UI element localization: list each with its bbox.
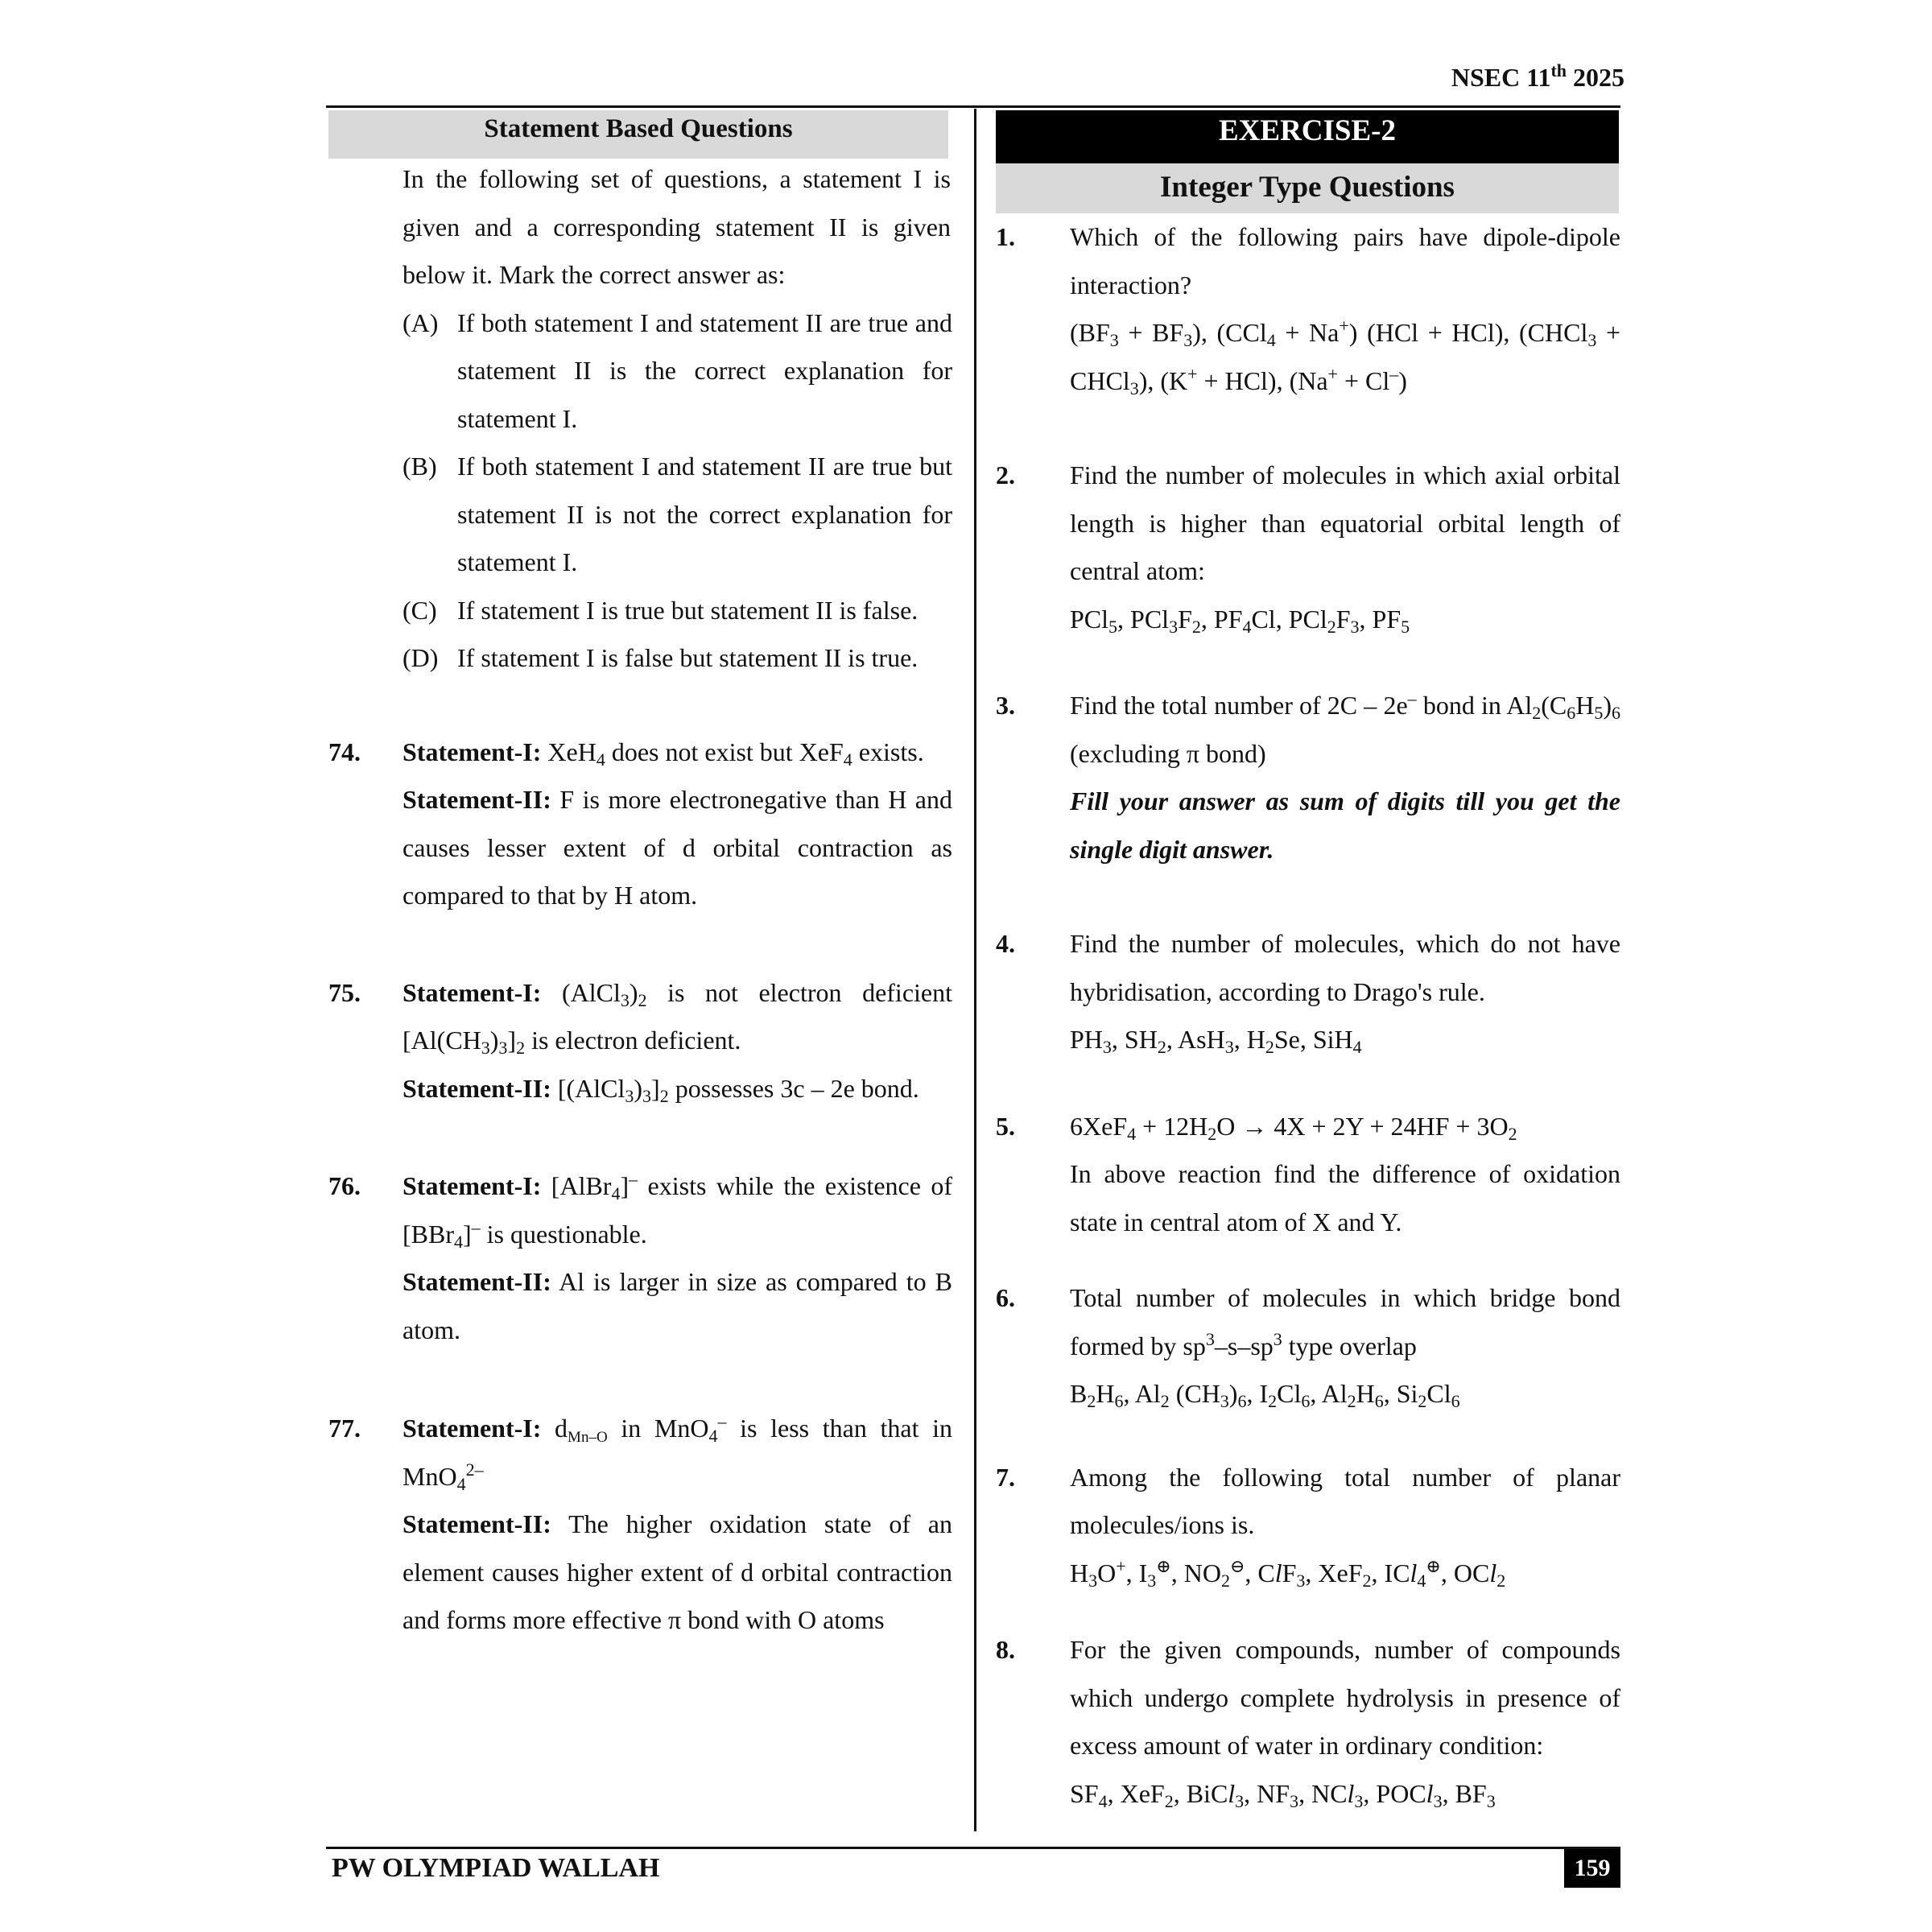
question-77: 77. Statement-I: $d_{Mn-O}$ in MnO$_4$– is less than that in MnO$_4^{2-}$ Statement-II: The higher oxidation state of an element causes higher extent of d orbital contraction and forms more effective π bond with O atoms <box>328 1411 953 1634</box>
header-title: NSEC 11th 2025 <box>1451 60 1624 92</box>
q1-pairs: $(BF_3 + BF_3)$, (CCl$_4$ + Na+) (HCl + HCl), (CHCl$_3$ + CHCl$_3$), (K+ + HCl), (Na+ + Cl–) <box>1070 316 1620 398</box>
q6-molecules: $B_2H_6$, $Al_2$ $(CH_3)_6$, $I_2Cl_6$, $Al_2H_6$, $Si_2Cl_6$ <box>1070 1379 1460 1411</box>
question-76: 76. Statement-I: [AlBr$_4$]– exists while the existence of [BBr$_4$]– is questionable. Statement-II: Al is larger in size as compared to B atom. <box>328 1169 953 1344</box>
question-4: 4. Find the number of molecules, which do not have hybridisation, according to Drago's rule. $PH_3$, $SH_2$, AsH$_3$, $H_2Se$, SiH$_4$ <box>996 920 1620 1064</box>
q4-molecules: $PH_3$, $SH_2$, AsH$_3$, $H_2Se$, SiH$_4$ <box>1070 1025 1362 1057</box>
answer-options <box>328 299 952 683</box>
question-74: 74. Statement-I: XeH$_4$ does not exist but XeF$_4$ exists. Statement-II: F is more electronegative than H and causes lesser extent of d orbital contraction as compared to that by H atom. <box>328 737 952 910</box>
instructions-intro: In the following set of questions, a statement I is given and a corresponding statement II is given below it. Mark the correct answer as: <box>402 164 951 289</box>
option-d: (D) If statement I is false but statement II is true. <box>402 643 919 672</box>
footer-rule <box>326 1847 1620 1849</box>
left-column <box>328 110 952 1645</box>
footer-publisher: PW OLYMPIAD WALLAH <box>332 1853 660 1883</box>
question-8: 8. For the given compounds, number of compounds which undergo complete hydrolysis in presence of excess amount of water in ordinary condition: $SF_4$, XeF$_2$, BiCl$_3$, $NF_3$, NCl$_3$, POCl$_3$, $BF_3$ <box>996 1626 1620 1818</box>
exercise-title: EXERCISE-2 <box>996 110 1619 163</box>
question-5: 5. $6XeF_4 + 12H_2O \to 4X + 2Y + 24HF + 3O_2$ In above reaction find the difference of oxidation state in central atom of X and Y. <box>996 1103 1620 1247</box>
section-title-integer-type: Integer Type Questions <box>996 163 1619 213</box>
q8-compounds: $SF_4$, XeF$_2$, BiCl$_3$, $NF_3$, NCl$_3$, POCl$_3$, $BF_3$ <box>1070 1778 1496 1811</box>
option-b: (B) If both statement I and statement II are true but statement II is not the correct explanation for statement I. <box>402 452 952 576</box>
question-2: 2. Find the number of molecules in which axial orbital length is higher than equatorial orbital length of central atom: PCl$_5$, $PCl_3F_2$, $PF_4Cl$, $PCl_2F_3$, $PF_5$ <box>996 452 1620 643</box>
question-1: 1. Which of the following pairs have dipole-dipole interaction? $(BF_3 + BF_3)$, (CCl$_4$ + Na+) (HCl + HCl), (CHCl$_3$ + CHCl$_3$), (K+ + HCl), (Na+ + Cl–) <box>996 213 1620 405</box>
q7-species: $H_3O^+$, $I_3^\oplus$, $NO_2^⊖$, ClF$_3$, XeF$_2$, ICl$_4$⊕, OCl$_2$ <box>1070 1555 1506 1591</box>
right-column <box>996 110 1620 1818</box>
q2-molecules: PCl$_5$, $PCl_3F_2$, $PF_4Cl$, $PCl_2F_3$, $PF_5$ <box>1070 604 1410 637</box>
column-divider <box>974 109 976 1831</box>
question-3: 3. Find the total number of 2C – 2e– bond in $Al_2(C_6H_5)_6$ (excluding π bond) Fill your answer as sum of digits till you get the single digit answer. <box>996 688 1621 864</box>
section-title-statement-based: Statement Based Questions <box>328 110 948 159</box>
question-7: 7. Among the following total number of planar molecules/ions is. $H_3O^+$, $I_3^\oplus$, $NO_2^⊖$, ClF$_3$, XeF$_2$, ICl$_4$⊕, OCl$_2$ <box>996 1454 1620 1598</box>
option-c: (C) If statement I is true but statement II is false. <box>402 595 919 625</box>
page-number: 159 <box>1564 1849 1620 1888</box>
option-a: (A) If both statement I and statement II are true and statement II is the correct explanation for statement I. <box>402 308 952 433</box>
question-75: 75. Statement-I: $(AlCl_3)_2$ is not electron deficient $[Al(CH_3)_3]_2$ is electron deficient. Statement-II: $[(AlCl_3)_3]_2$ possesses 3c – 2e bond. <box>328 977 953 1106</box>
q5-reaction: $6XeF_4 + 12H_2O \to 4X + 2Y + 24HF + 3O_2$ <box>1070 1111 1517 1144</box>
header-rule <box>326 105 1620 108</box>
question-6: 6. Total number of molecules in which bridge bond formed by $sp^3-s-sp^3$ type overlap $B_2H_6$, $Al_2$ $(CH_3)_6$, $I_2Cl_6$, $Al_2H_6$, $Si_2Cl_6$ <box>996 1274 1620 1418</box>
